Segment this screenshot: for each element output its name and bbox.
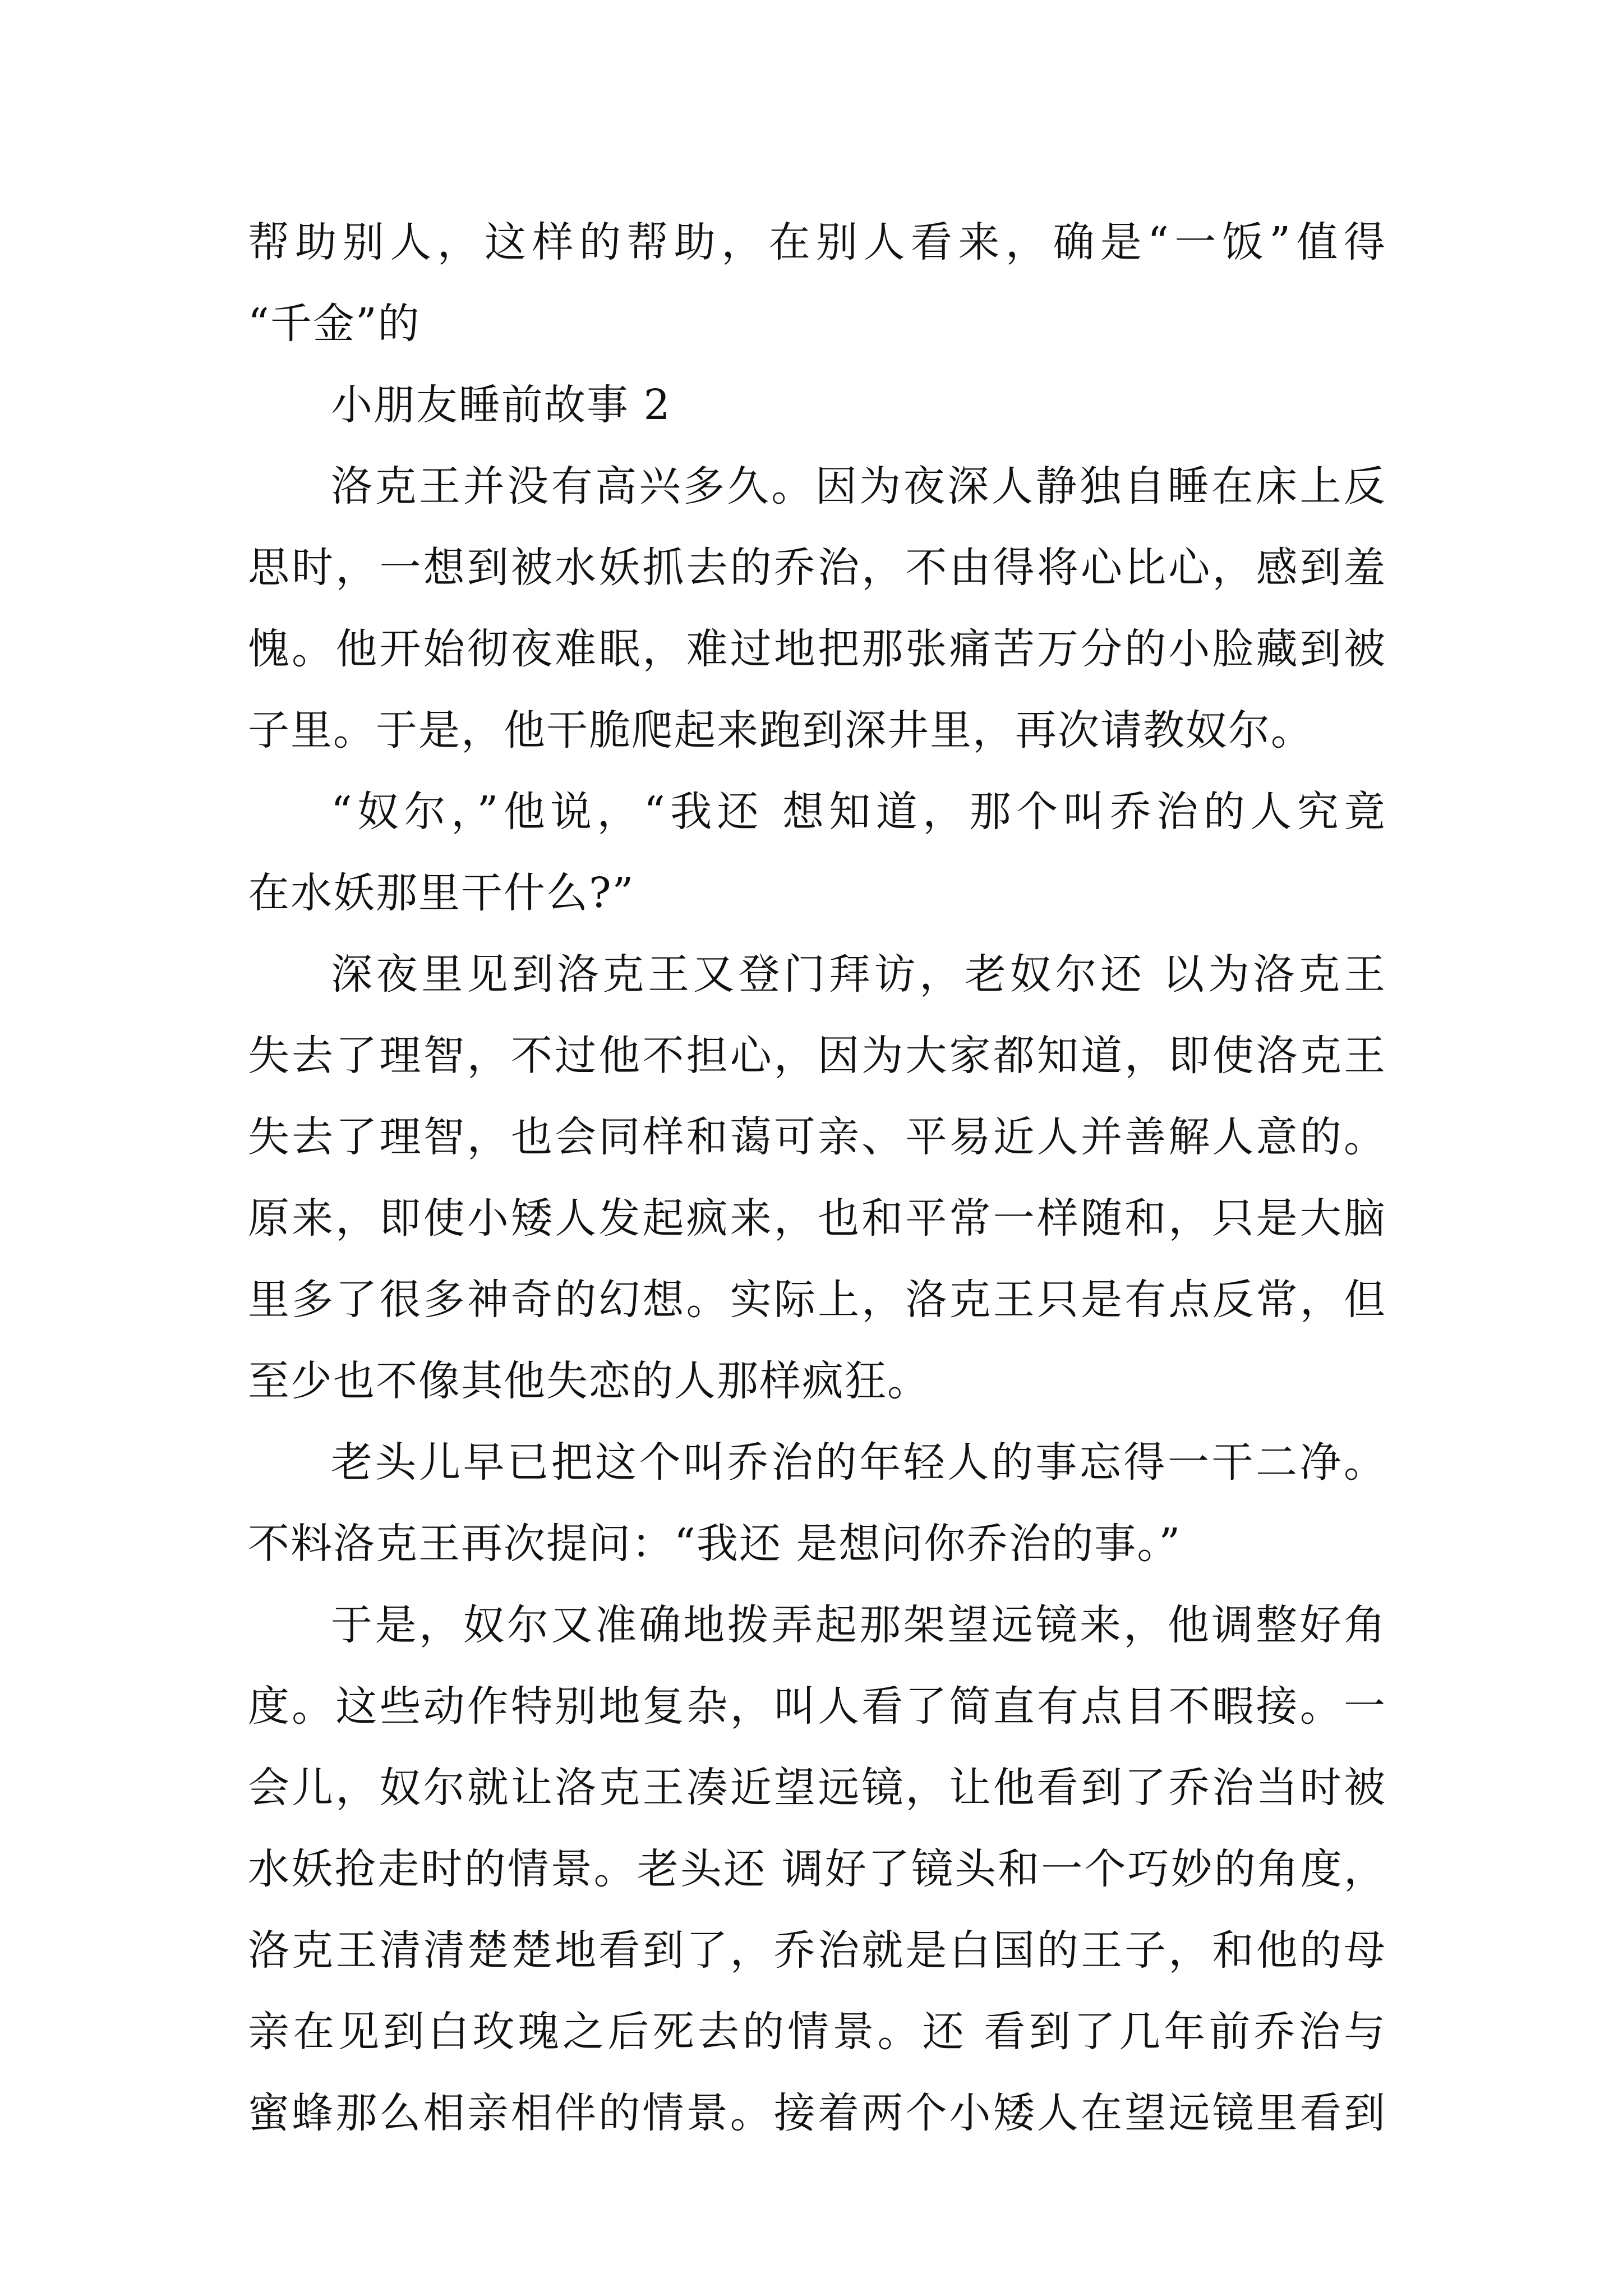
text-line: 洛克王并没有高兴多久。因为夜深人静独自睡在床上反 [331, 462, 1386, 510]
text-line: 失去了理智，不过他不担心，因为大家都知道，即使洛克王 [248, 1032, 1386, 1080]
text-line: 愧。他开始彻夜难眠，难过地把那张痛苦万分的小脸藏到被 [248, 625, 1386, 673]
text-line: “千金”的 [248, 300, 421, 348]
text-line: 会儿，奴尔就让洛克王凑近望远镜，让他看到了乔治当时被 [248, 1764, 1386, 1812]
text-line: 洛克王清清楚楚地看到了，乔治就是白国的王子，和他的母 [248, 1926, 1386, 1975]
text-line: 在水妖那里干什么?” [248, 869, 635, 917]
text-line: 老头儿早已把这个叫乔治的年轻人的事忘得一干二净。 [331, 1438, 1386, 1487]
text-line: 原来，即使小矮人发起疯来，也和平常一样随和，只是大脑 [248, 1194, 1386, 1243]
text-line: 不料洛克王再次提问：“我还 是想问你乔治的事。” [248, 1520, 1182, 1568]
story-text-column [248, 202, 1386, 2154]
story-heading: 小朋友睡前故事 2 [331, 381, 671, 429]
text-line: 里多了很多神奇的幻想。实际上，洛克王只是有点反常，但 [248, 1276, 1386, 1324]
text-line: “奴尔，”他说，“我还 想知道，那个叫乔治的人究竟 [331, 788, 1386, 836]
text-line: 帮助别人，这样的帮助，在别人看来，确是“一饭”值得 [248, 218, 1386, 266]
text-line: 失去了理智，也会同样和蔼可亲、平易近人并善解人意的。 [248, 1113, 1386, 1161]
text-line: 水妖抢走时的情景。老头还 调好了镜头和一个巧妙的角度， [248, 1845, 1386, 1893]
text-line: 至少也不像其他失恋的人那样疯狂。 [248, 1357, 930, 1405]
text-line: 亲在见到白玫瑰之后死去的情景。还 看到了几年前乔治与 [248, 2008, 1386, 2056]
text-line: 于是，奴尔又准确地拨弄起那架望远镜来，他调整好角 [331, 1601, 1386, 1649]
text-line: 蜜蜂那么相亲相伴的情景。接着两个小矮人在望远镜里看到 [248, 2089, 1386, 2137]
text-line: 度。这些动作特别地复杂，叫人看了简直有点目不暇接。一 [248, 1682, 1386, 1731]
text-line: 子里。于是，他干脆爬起来跑到深井里，再次请教奴尔。 [248, 706, 1313, 754]
text-line: 深夜里见到洛克王又登门拜访，老奴尔还 以为洛克王 [331, 950, 1386, 999]
text-line: 思时，一想到被水妖抓去的乔治，不由得将心比心，感到羞 [248, 544, 1386, 592]
